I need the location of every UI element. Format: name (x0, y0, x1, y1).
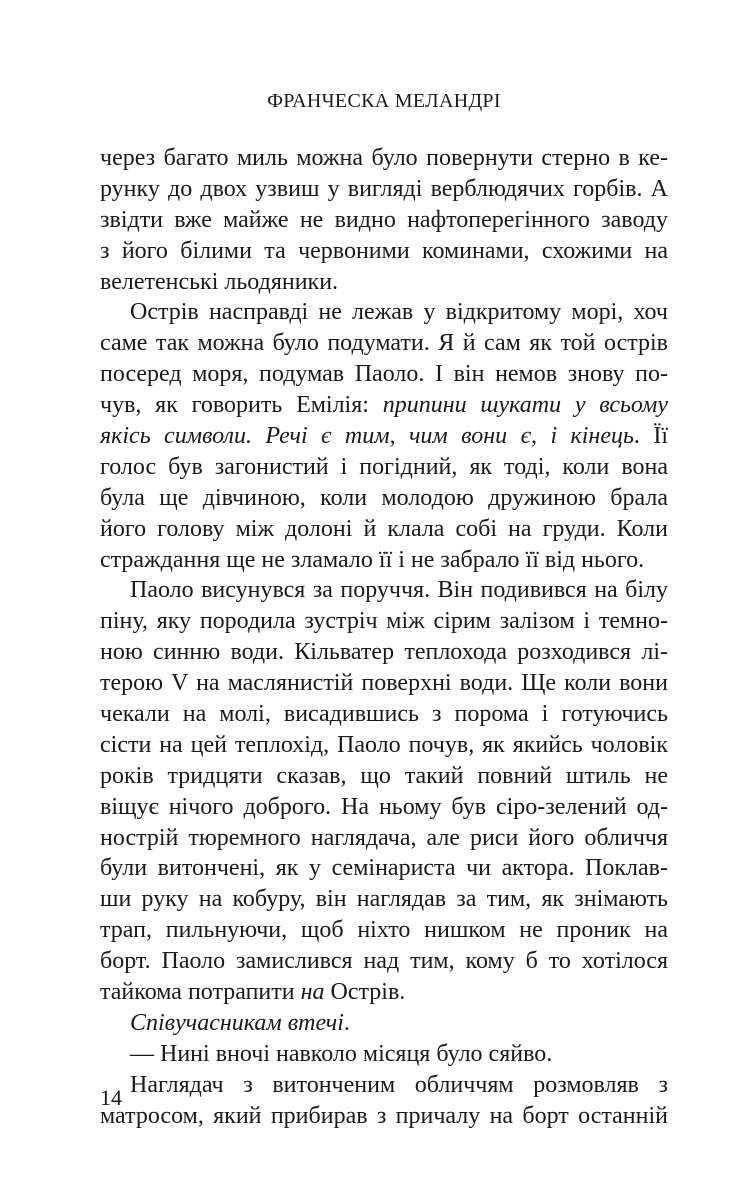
text-run: звідти вже майже не видно нафтоперегінного заводу (100, 206, 668, 233)
text-run: . Її (633, 423, 668, 450)
text-line (100, 205, 668, 236)
text-run: чув, як говорить Емілія: (100, 392, 383, 419)
text-line (100, 946, 668, 977)
text-run: піну, яку породила зустріч між сірим залізом і темно- (100, 608, 668, 635)
text-run: тайкома потрапити (100, 979, 301, 1006)
text-run: велетенські льодяники. (100, 268, 339, 295)
text-run: з його білими та червоними коминами, схожими на (100, 237, 668, 264)
italic-run: на (300, 979, 325, 1006)
italic-run: припини шукати у всьому (382, 392, 668, 419)
text-run: страждання ще не зламало її і не забрало її від нього. (100, 546, 645, 573)
text-line (100, 730, 668, 761)
italic-run: якісь символи. Речі є тим, чим вони є, і кінець (100, 423, 634, 450)
body-text (100, 143, 668, 1132)
dialogue-line (100, 1039, 668, 1070)
text-line (100, 699, 668, 730)
text-line (100, 977, 668, 1008)
text-run: матросом, який прибирав з причалу на борт останній (100, 1102, 668, 1129)
text-line (100, 1101, 668, 1132)
text-run: ною синню води. Кільватер теплохода розходився лі- (100, 639, 668, 666)
paragraph-start-line (100, 1070, 668, 1101)
text-run: років тридцяти сказав, що такий повний штиль не (100, 762, 668, 789)
text-run: була ще дівчиною, коли молодою дружиною брала (100, 484, 668, 511)
text-run: його голову між долоні й клала собі на груди. Коли (100, 515, 668, 542)
text-run: віщує нічого доброго. На ньому був сіро-зелений од- (100, 793, 668, 820)
text-run: трап, пильнуючи, щоб ніхто нишком не проник на (100, 917, 668, 944)
text-line (100, 853, 668, 884)
text-run: рунку до двох узвиш у вигляді верблюдячих горбів. А (100, 175, 668, 202)
text-line (100, 514, 668, 545)
italic-run: Співучасникам втечі (130, 1009, 344, 1036)
paragraph-start-line (100, 575, 668, 606)
text-run: ши руку на кобуру, він наглядав за тим, як знімають (100, 886, 668, 913)
text-line (100, 421, 668, 452)
text-line (100, 236, 668, 267)
text-line (100, 823, 668, 854)
text-run: Острів насправді не лежав у відкритому морі, хоч (130, 299, 668, 326)
running-head: ФРАНЧЕСКА МЕЛАНДРІ (267, 90, 501, 112)
text-run: борт. Паоло замислився над тим, кому б то хотілося (100, 948, 668, 975)
text-run: терою V на маслянистій поверхні води. Ще коли вони (100, 670, 668, 697)
text-line (100, 267, 668, 298)
text-line (100, 452, 668, 483)
text-line (100, 884, 668, 915)
text-run: саме так можна було подумати. Я й сам як той острів (100, 330, 668, 357)
paragraph-start-line (100, 297, 668, 328)
text-line (100, 668, 668, 699)
text-line (100, 174, 668, 205)
text-line (100, 483, 668, 514)
text-line (100, 545, 668, 576)
text-run: були витончені, як у семінариста чи актора. Поклав- (100, 855, 668, 882)
text-line (100, 792, 668, 823)
text-run: — Нині вночі навколо місяця було сяйво. (130, 1040, 553, 1067)
text-run: сісти на цей теплохід, Паоло почув, як якийсь чоловік (100, 731, 668, 758)
text-run: голос був загонистий і погідний, як тоді, коли вона (100, 453, 668, 480)
text-line (100, 761, 668, 792)
text-line (100, 328, 668, 359)
text-run: через багато миль можна було повернути стерно в ке- (100, 145, 668, 171)
text-run: Острів. (324, 979, 406, 1006)
text-run: посеред моря, подумав Паоло. І він немов знову по- (100, 361, 668, 388)
paragraph-start-line (100, 1008, 668, 1039)
text-run: чекали на молі, висадившись з порома і готуючись (100, 701, 668, 728)
text-line (100, 143, 668, 174)
text-line (100, 915, 668, 946)
text-line (100, 359, 668, 390)
text-line (100, 637, 668, 668)
text-run: . (343, 1009, 350, 1036)
text-run: Паоло висунувся за поруччя. Він подивився на білу (130, 577, 668, 604)
text-line (100, 390, 668, 421)
text-run: Наглядач з витонченим обличчям розмовляв з (130, 1071, 668, 1098)
text-run: нострій тюремного наглядача, але риси його обличчя (100, 824, 668, 851)
page-number: 14 (100, 1085, 122, 1110)
text-line (100, 606, 668, 637)
